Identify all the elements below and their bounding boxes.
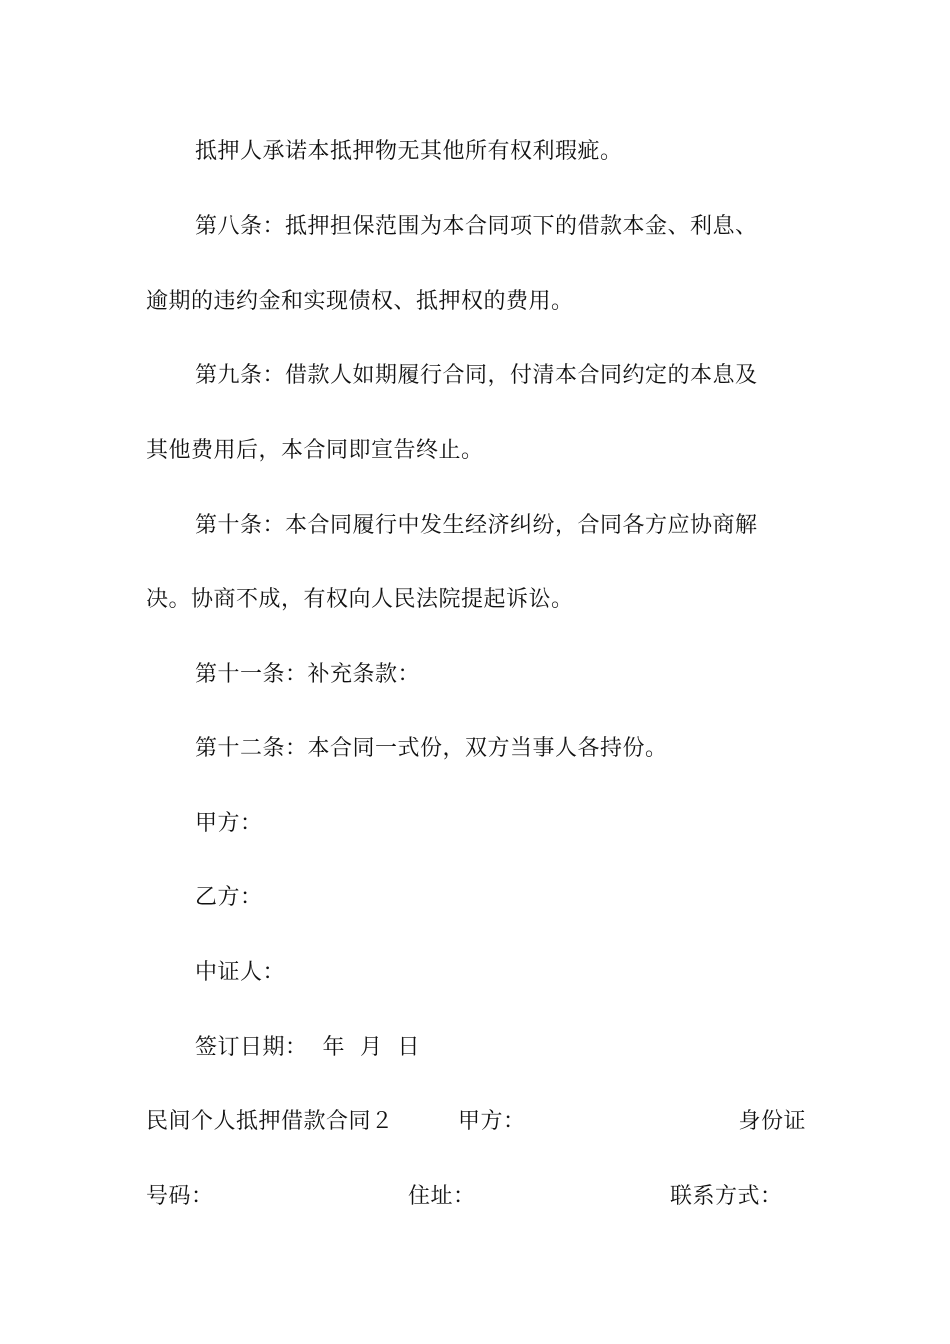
article-9-line-2: 其他费用后，本合同即宣告终止。 [146, 438, 484, 463]
contact-label: 联系方式： [670, 1184, 783, 1209]
article-12: 第十二条：本合同一式份，双方当事人各持份。 [195, 736, 668, 761]
paragraph-mortgagor-promise: 抵押人承诺本抵押物无其他所有权利瑕疵。 [195, 139, 623, 164]
witness-label: 中证人： [195, 960, 286, 985]
article-9-line-1: 第九条：借款人如期履行合同，付清本合同约定的本息及 [195, 363, 758, 388]
article-10-line-1: 第十条：本合同履行中发生经济纠纷，合同各方应协商解 [195, 513, 758, 538]
article-11: 第十一条：补充条款： [195, 662, 421, 687]
id-card-label-part-1: 身份证 [738, 1109, 806, 1134]
id-card-label-part-2: 号码： [146, 1184, 214, 1209]
article-8-line-2: 逾期的违约金和实现债权、抵押权的费用。 [146, 289, 574, 314]
next-contract-details-row [146, 1183, 806, 1211]
sign-date: 签订日期： 年 月 日 [195, 1035, 420, 1060]
party-b-label: 乙方： [195, 885, 263, 910]
next-party-a-label: 甲方： [458, 1109, 526, 1134]
next-contract-header-row [146, 1108, 806, 1136]
article-8-line-1: 第八条：抵押担保范围为本合同项下的借款本金、利息、 [195, 214, 758, 239]
address-label: 住址： [408, 1184, 476, 1209]
next-contract-title: 民间个人抵押借款合同２ [146, 1109, 394, 1134]
party-a-label: 甲方： [195, 811, 263, 836]
article-10-line-2: 决。协商不成，有权向人民法院提起诉讼。 [146, 587, 574, 612]
